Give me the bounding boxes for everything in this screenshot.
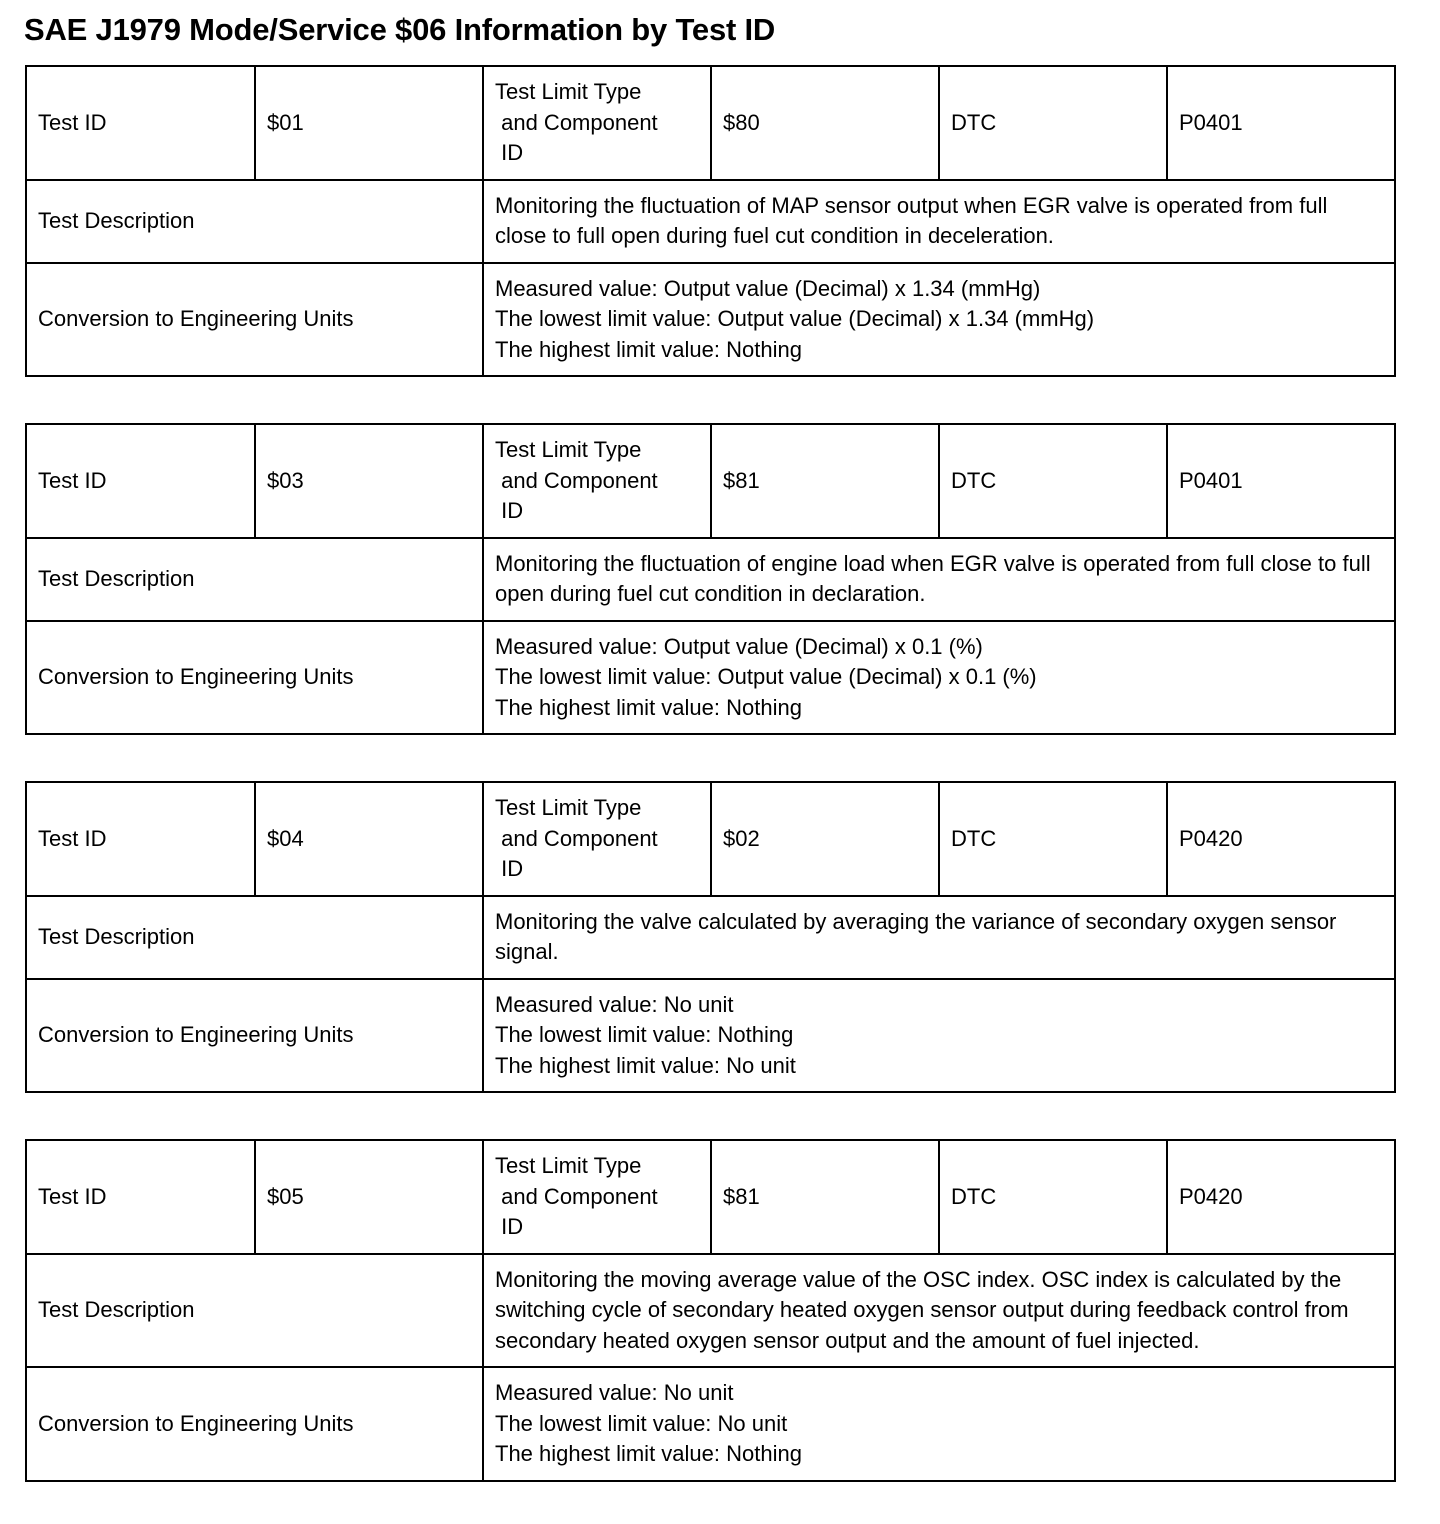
- conversion-line: Measured value: No unit: [495, 1380, 734, 1405]
- conversion-value: [483, 1367, 1395, 1481]
- test-id-row: [26, 782, 1395, 896]
- limit-type-label-line: and Component: [495, 825, 658, 851]
- test-id-value: $05: [255, 1140, 483, 1254]
- conversion-row: [26, 979, 1395, 1093]
- test-table: [25, 65, 1396, 377]
- conversion-row: [26, 621, 1395, 735]
- description-label: Test Description: [26, 538, 483, 621]
- conversion-row: [26, 1367, 1395, 1481]
- page-title: SAE J1979 Mode/Service $06 Information by Test ID: [24, 12, 776, 47]
- limit-type-label-line: Test Limit Type: [495, 1153, 642, 1178]
- description-label: Test Description: [26, 1254, 483, 1368]
- description-row: [26, 538, 1395, 621]
- description-value: Monitoring the fluctuation of engine load when EGR valve is operated from full close to full open during fuel cut condition in declaration.: [483, 538, 1395, 621]
- conversion-label: Conversion to Engineering Units: [26, 263, 483, 377]
- limit-type-label-line: Test Limit Type: [495, 795, 642, 820]
- limit-type-label-line: Test Limit Type: [495, 437, 642, 462]
- conversion-label: Conversion to Engineering Units: [26, 1367, 483, 1481]
- conversion-line: The lowest limit value: Output value (Decimal) x 0.1 (%): [495, 664, 1037, 689]
- test-table: [25, 1139, 1396, 1482]
- dtc-label: DTC: [939, 1140, 1167, 1254]
- dtc-label: DTC: [939, 66, 1167, 180]
- conversion-line: The highest limit value: Nothing: [495, 694, 802, 720]
- limit-type-label-line: ID: [495, 140, 524, 165]
- description-label: Test Description: [26, 180, 483, 263]
- limit-type-label-line: ID: [495, 856, 524, 881]
- description-row: [26, 180, 1395, 263]
- dtc-label: DTC: [939, 782, 1167, 896]
- conversion-line: The highest limit value: Nothing: [495, 336, 802, 362]
- limit-type-value: $80: [711, 66, 939, 180]
- dtc-value: P0420: [1167, 1140, 1395, 1254]
- limit-type-value: $81: [711, 424, 939, 538]
- limit-type-label-line: Test Limit Type: [495, 79, 642, 104]
- conversion-line: The lowest limit value: Nothing: [495, 1022, 794, 1047]
- limit-type-label-line: ID: [495, 498, 524, 523]
- limit-type-label: [483, 66, 711, 180]
- test-id-label: Test ID: [26, 424, 255, 538]
- conversion-line: The lowest limit value: Output value (Decimal) x 1.34 (mmHg): [495, 306, 1095, 331]
- test-id-label: Test ID: [26, 66, 255, 180]
- conversion-line: The lowest limit value: No unit: [495, 1410, 788, 1436]
- conversion-value: [483, 263, 1395, 377]
- limit-type-value: $81: [711, 1140, 939, 1254]
- conversion-line: Measured value: No unit: [495, 991, 734, 1017]
- dtc-value: P0401: [1167, 424, 1395, 538]
- dtc-value: P0401: [1167, 66, 1395, 180]
- test-id-value: $03: [255, 424, 483, 538]
- conversion-line: The highest limit value: Nothing: [495, 1441, 802, 1466]
- dtc-value: P0420: [1167, 782, 1395, 896]
- test-id-row: [26, 1140, 1395, 1254]
- conversion-value: [483, 621, 1395, 735]
- test-id-value: $04: [255, 782, 483, 896]
- description-label: Test Description: [26, 896, 483, 979]
- description-row: [26, 896, 1395, 979]
- conversion-value: [483, 979, 1395, 1093]
- conversion-line: Measured value: Output value (Decimal) x 1.34 (mmHg): [495, 275, 1041, 301]
- description-value: Monitoring the moving average value of the OSC index. OSC index is calculated by the switching cycle of secondary heated oxygen sensor output during feedback control from secondary heated oxygen sensor output and the amount of fuel injected.: [483, 1254, 1395, 1368]
- conversion-line: The highest limit value: No unit: [495, 1052, 796, 1078]
- test-id-row: [26, 424, 1395, 538]
- description-row: [26, 1254, 1395, 1368]
- description-value: Monitoring the valve calculated by averaging the variance of secondary oxygen sensor signal.: [483, 896, 1395, 979]
- dtc-label: DTC: [939, 424, 1167, 538]
- conversion-line: Measured value: Output value (Decimal) x 0.1 (%): [495, 633, 983, 659]
- limit-type-label: [483, 782, 711, 896]
- test-id-row: [26, 66, 1395, 180]
- limit-type-label-line: ID: [495, 1214, 524, 1239]
- conversion-label: Conversion to Engineering Units: [26, 979, 483, 1093]
- description-value: Monitoring the fluctuation of MAP sensor output when EGR valve is operated from full close to full open during fuel cut condition in deceleration.: [483, 180, 1395, 263]
- test-table: [25, 781, 1396, 1093]
- test-id-label: Test ID: [26, 782, 255, 896]
- limit-type-label-line: and Component: [495, 467, 658, 493]
- limit-type-label: [483, 424, 711, 538]
- limit-type-label-line: and Component: [495, 1183, 658, 1209]
- conversion-label: Conversion to Engineering Units: [26, 621, 483, 735]
- conversion-row: [26, 263, 1395, 377]
- test-table: [25, 423, 1396, 735]
- test-id-value: $01: [255, 66, 483, 180]
- limit-type-label: [483, 1140, 711, 1254]
- test-id-label: Test ID: [26, 1140, 255, 1254]
- limit-type-value: $02: [711, 782, 939, 896]
- limit-type-label-line: and Component: [495, 109, 658, 135]
